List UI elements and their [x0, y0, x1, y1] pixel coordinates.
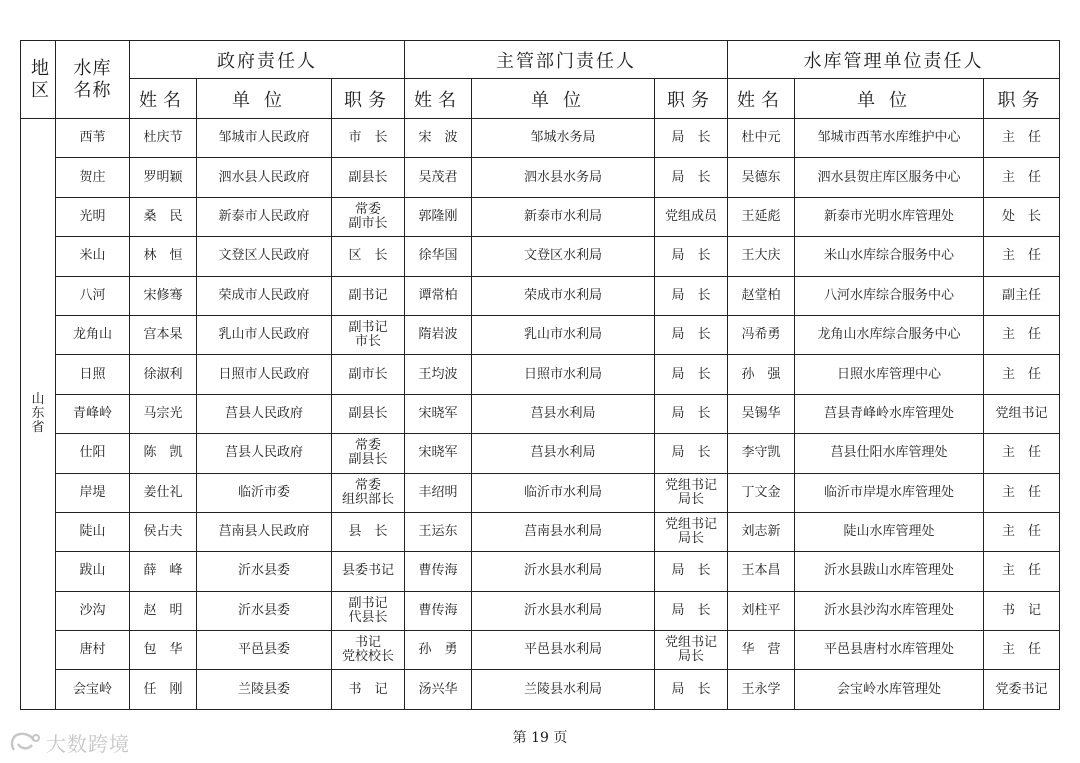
cell-gov-name: 赵 明	[130, 591, 197, 630]
cell-reservoir: 光明	[56, 197, 130, 236]
cell-gov-title: 书 记	[332, 670, 405, 709]
cell-mgmt-name: 吴德东	[728, 158, 795, 197]
cell-mgmt-name: 赵堂柏	[728, 276, 795, 315]
cell-dept-title: 局 长	[655, 237, 728, 276]
cell-dept-name: 宋晓军	[405, 394, 472, 433]
cell-dept-name: 王均波	[405, 355, 472, 394]
cell-gov-name: 姜仕礼	[130, 473, 197, 512]
cell-gov-title: 常委 副县长	[332, 434, 405, 473]
dept-unit-header: 单位	[472, 79, 655, 119]
cell-dept-name: 宋 波	[405, 119, 472, 158]
cell-dept-name: 谭常柏	[405, 276, 472, 315]
dept-responsible-header: 主管部门责任人	[405, 41, 728, 79]
dept-title-header: 职务	[655, 79, 728, 119]
cell-mgmt-name: 华 营	[728, 631, 795, 670]
mgmt-title-header: 职务	[984, 79, 1060, 119]
gov-responsible-header: 政府责任人	[130, 41, 405, 79]
cell-dept-unit: 文登区水利局	[472, 237, 655, 276]
cell-gov-unit: 荣成市人民政府	[197, 276, 332, 315]
cell-mgmt-title: 主 任	[984, 237, 1060, 276]
cell-dept-unit: 临沂市水利局	[472, 473, 655, 512]
cell-mgmt-unit: 莒县青峰岭水库管理处	[795, 394, 984, 433]
cell-reservoir: 陡山	[56, 512, 130, 551]
cell-dept-title: 局 长	[655, 315, 728, 354]
cell-mgmt-unit: 日照水库管理中心	[795, 355, 984, 394]
table-row	[21, 355, 1060, 394]
gov-title-header: 职务	[332, 79, 405, 119]
cell-mgmt-name: 丁文金	[728, 473, 795, 512]
cell-mgmt-unit: 会宝岭水库管理处	[795, 670, 984, 709]
cell-gov-title: 副县长	[332, 158, 405, 197]
cell-dept-unit: 平邑县水利局	[472, 631, 655, 670]
cell-reservoir: 八河	[56, 276, 130, 315]
cell-gov-name: 徐淑利	[130, 355, 197, 394]
cell-dept-name: 吴茂君	[405, 158, 472, 197]
cell-gov-title: 副市长	[332, 355, 405, 394]
cell-mgmt-name: 李守凯	[728, 434, 795, 473]
cell-mgmt-unit: 龙角山水库综合服务中心	[795, 315, 984, 354]
cell-mgmt-title: 主 任	[984, 512, 1060, 551]
cell-dept-name: 孙 勇	[405, 631, 472, 670]
cell-mgmt-name: 吴锡华	[728, 394, 795, 433]
table-row	[21, 512, 1060, 551]
cell-dept-title: 党组成员	[655, 197, 728, 236]
cell-mgmt-unit: 米山水库综合服务中心	[795, 237, 984, 276]
cell-dept-name: 隋岩波	[405, 315, 472, 354]
cell-dept-name: 王运东	[405, 512, 472, 551]
dept-name-header: 姓名	[405, 79, 472, 119]
cell-gov-title: 副书记 市长	[332, 315, 405, 354]
cell-mgmt-name: 王本昌	[728, 552, 795, 591]
cell-mgmt-title: 主 任	[984, 434, 1060, 473]
cell-gov-name: 任 刚	[130, 670, 197, 709]
page-number: 第 19 页	[512, 730, 568, 746]
cell-gov-title: 副书记 代县长	[332, 591, 405, 630]
cell-gov-unit: 泗水县人民政府	[197, 158, 332, 197]
cell-dept-unit: 邹城水务局	[472, 119, 655, 158]
cell-mgmt-title: 处 长	[984, 197, 1060, 236]
cell-dept-unit: 乳山市水利局	[472, 315, 655, 354]
cell-gov-name: 马宗光	[130, 394, 197, 433]
cell-gov-unit: 新泰市人民政府	[197, 197, 332, 236]
table-row	[21, 315, 1060, 354]
table-row	[21, 158, 1060, 197]
cell-dept-title: 局 长	[655, 394, 728, 433]
cell-mgmt-unit: 平邑县唐村水库管理处	[795, 631, 984, 670]
cell-reservoir: 岸堤	[56, 473, 130, 512]
cell-mgmt-unit: 邹城市西苇水库维护中心	[795, 119, 984, 158]
cell-gov-name: 宫本杲	[130, 315, 197, 354]
cell-gov-name: 陈 凯	[130, 434, 197, 473]
cell-mgmt-unit: 莒县仕阳水库管理处	[795, 434, 984, 473]
cell-gov-title: 县 长	[332, 512, 405, 551]
cell-reservoir: 跋山	[56, 552, 130, 591]
table-row	[21, 473, 1060, 512]
cell-dept-title: 局 长	[655, 355, 728, 394]
cell-mgmt-name: 王大庆	[728, 237, 795, 276]
cell-mgmt-title: 主 任	[984, 315, 1060, 354]
cell-reservoir: 米山	[56, 237, 130, 276]
region-cell	[21, 119, 56, 710]
gov-name-header: 姓名	[130, 79, 197, 119]
cell-mgmt-title: 主 任	[984, 631, 1060, 670]
cell-gov-name: 侯占夫	[130, 512, 197, 551]
table-row	[21, 119, 1060, 158]
watermark	[8, 728, 130, 757]
cell-mgmt-title: 主 任	[984, 355, 1060, 394]
cell-gov-unit: 沂水县委	[197, 552, 332, 591]
cell-reservoir: 贺庄	[56, 158, 130, 197]
cell-dept-unit: 日照市水利局	[472, 355, 655, 394]
cell-mgmt-unit: 新泰市光明水库管理处	[795, 197, 984, 236]
cell-mgmt-title: 主 任	[984, 119, 1060, 158]
cell-dept-unit: 沂水县水利局	[472, 552, 655, 591]
table-row	[21, 434, 1060, 473]
cell-gov-name: 林 恒	[130, 237, 197, 276]
cell-mgmt-title: 主 任	[984, 552, 1060, 591]
gov-unit-header: 单位	[197, 79, 332, 119]
cell-gov-name: 桑 民	[130, 197, 197, 236]
cell-gov-unit: 莒县人民政府	[197, 394, 332, 433]
cell-gov-title: 区 长	[332, 237, 405, 276]
cell-dept-title: 党组书记 局长	[655, 473, 728, 512]
table-row	[21, 591, 1060, 630]
cell-gov-unit: 邹城市人民政府	[197, 119, 332, 158]
cell-reservoir: 青峰岭	[56, 394, 130, 433]
smile-logo-icon	[8, 730, 42, 756]
cell-mgmt-unit: 沂水县沙沟水库管理处	[795, 591, 984, 630]
reservoir-header: 水库名称	[56, 41, 130, 119]
table-row	[21, 237, 1060, 276]
cell-gov-name: 薛 峰	[130, 552, 197, 591]
cell-mgmt-unit: 八河水库综合服务中心	[795, 276, 984, 315]
cell-mgmt-title: 副主任	[984, 276, 1060, 315]
region-name: 山东省	[31, 391, 45, 435]
cell-gov-unit: 临沂市委	[197, 473, 332, 512]
cell-dept-unit: 泗水县水务局	[472, 158, 655, 197]
cell-mgmt-title: 主 任	[984, 158, 1060, 197]
mgmt-responsible-header: 水库管理单位责任人	[728, 41, 1060, 79]
cell-mgmt-name: 孙 强	[728, 355, 795, 394]
cell-dept-title: 局 长	[655, 591, 728, 630]
cell-mgmt-title: 党组书记	[984, 394, 1060, 433]
cell-gov-unit: 平邑县委	[197, 631, 332, 670]
cell-dept-name: 曹传海	[405, 591, 472, 630]
cell-dept-unit: 兰陵县水利局	[472, 670, 655, 709]
cell-reservoir: 日照	[56, 355, 130, 394]
cell-dept-title: 局 长	[655, 158, 728, 197]
cell-reservoir: 龙角山	[56, 315, 130, 354]
cell-reservoir: 会宝岭	[56, 670, 130, 709]
cell-mgmt-unit: 陡山水库管理处	[795, 512, 984, 551]
cell-dept-unit: 荣成市水利局	[472, 276, 655, 315]
cell-mgmt-unit: 沂水县跋山水库管理处	[795, 552, 984, 591]
cell-gov-unit: 兰陵县委	[197, 670, 332, 709]
cell-dept-name: 宋晓军	[405, 434, 472, 473]
cell-gov-unit: 乳山市人民政府	[197, 315, 332, 354]
cell-gov-name: 宋修骞	[130, 276, 197, 315]
cell-mgmt-name: 刘柱平	[728, 591, 795, 630]
cell-dept-name: 曹传海	[405, 552, 472, 591]
cell-mgmt-title: 主 任	[984, 473, 1060, 512]
cell-gov-unit: 莒南县人民政府	[197, 512, 332, 551]
cell-dept-title: 局 长	[655, 276, 728, 315]
cell-mgmt-unit: 泗水县贺庄库区服务中心	[795, 158, 984, 197]
table-row	[21, 552, 1060, 591]
cell-mgmt-name: 冯希勇	[728, 315, 795, 354]
cell-gov-title: 书记 党校校长	[332, 631, 405, 670]
mgmt-unit-header: 单位	[795, 79, 984, 119]
cell-mgmt-name: 杜中元	[728, 119, 795, 158]
cell-gov-title: 副县长	[332, 394, 405, 433]
cell-dept-name: 徐华国	[405, 237, 472, 276]
table-row	[21, 394, 1060, 433]
mgmt-name-header: 姓名	[728, 79, 795, 119]
cell-reservoir: 沙沟	[56, 591, 130, 630]
cell-mgmt-title: 书 记	[984, 591, 1060, 630]
cell-dept-unit: 莒县水利局	[472, 434, 655, 473]
region-header: 地区	[21, 41, 56, 119]
cell-dept-unit: 莒南县水利局	[472, 512, 655, 551]
cell-gov-unit: 沂水县委	[197, 591, 332, 630]
cell-dept-title: 局 长	[655, 434, 728, 473]
cell-gov-unit: 日照市人民政府	[197, 355, 332, 394]
cell-gov-title: 副书记	[332, 276, 405, 315]
cell-dept-unit: 新泰市水利局	[472, 197, 655, 236]
cell-reservoir: 仕阳	[56, 434, 130, 473]
cell-dept-unit: 沂水县水利局	[472, 591, 655, 630]
cell-mgmt-name: 王延彪	[728, 197, 795, 236]
cell-mgmt-name: 刘志新	[728, 512, 795, 551]
cell-mgmt-title: 党委书记	[984, 670, 1060, 709]
reservoir-responsibility-table	[20, 40, 1060, 710]
cell-mgmt-name: 王永学	[728, 670, 795, 709]
cell-reservoir: 唐村	[56, 631, 130, 670]
cell-gov-name: 杜庆节	[130, 119, 197, 158]
cell-dept-title: 局 长	[655, 670, 728, 709]
cell-gov-title: 市 长	[332, 119, 405, 158]
cell-gov-title: 常委 组织部长	[332, 473, 405, 512]
table-body	[21, 119, 1060, 710]
cell-gov-title: 常委 副市长	[332, 197, 405, 236]
cell-dept-unit: 莒县水利局	[472, 394, 655, 433]
watermark-text: 大数跨境	[46, 732, 130, 756]
cell-dept-title: 局 长	[655, 552, 728, 591]
cell-gov-title: 县委书记	[332, 552, 405, 591]
cell-dept-title: 党组书记 局长	[655, 512, 728, 551]
cell-dept-name: 汤兴华	[405, 670, 472, 709]
cell-gov-unit: 文登区人民政府	[197, 237, 332, 276]
cell-mgmt-unit: 临沂市岸堤水库管理处	[795, 473, 984, 512]
table-row	[21, 631, 1060, 670]
cell-dept-title: 党组书记 局长	[655, 631, 728, 670]
table-row	[21, 276, 1060, 315]
table-row	[21, 670, 1060, 709]
cell-dept-title: 局 长	[655, 119, 728, 158]
cell-dept-name: 丰绍明	[405, 473, 472, 512]
cell-reservoir: 西苇	[56, 119, 130, 158]
cell-dept-name: 郭隆刚	[405, 197, 472, 236]
cell-gov-name: 包 华	[130, 631, 197, 670]
table-row	[21, 197, 1060, 236]
cell-gov-name: 罗明颖	[130, 158, 197, 197]
cell-gov-unit: 莒县人民政府	[197, 434, 332, 473]
